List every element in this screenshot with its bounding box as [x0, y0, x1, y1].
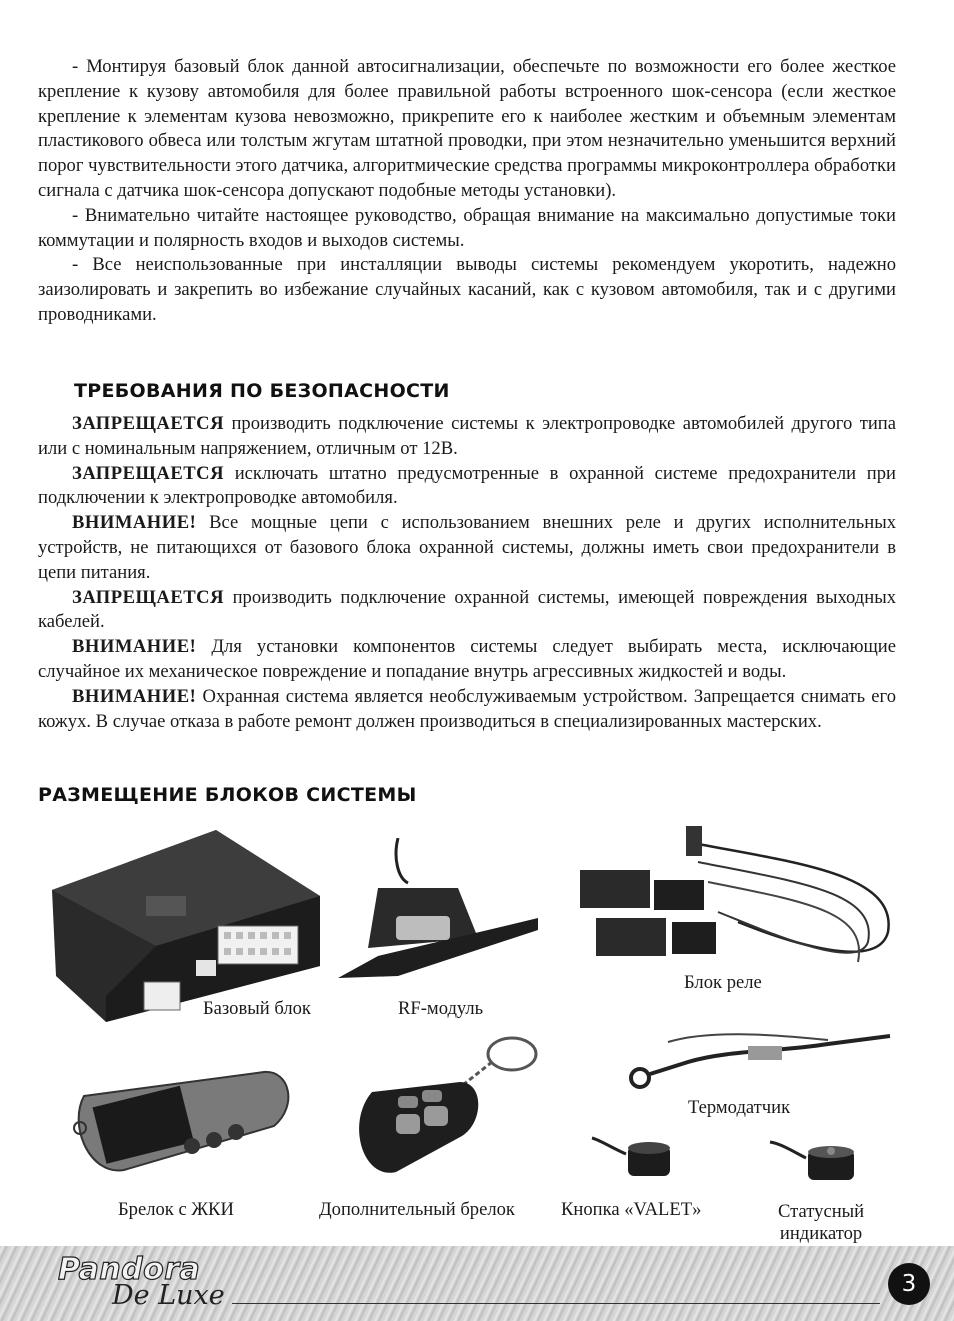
page-number: 3 [888, 1263, 930, 1305]
safety-item-text: производить подключение охранной системы, имеющей повреждения выходных кабелей. [38, 586, 896, 633]
safety-item-text: Для установки компонентов системы следует выбирать места, исключающие случайное их механическое повреждение и попадание внутрь агрессивных жидкостей и воды. [38, 636, 896, 682]
safety-item-text: производить подключение системы к электропроводке автомобилей другого типа или с номинальным напряжением, отличным от 12В. [38, 413, 896, 459]
brand-logo-subtitle: De Luxe [112, 1280, 225, 1311]
safety-item-label: ЗАПРЕЩАЕТСЯ [72, 413, 225, 434]
intro-section [38, 55, 896, 328]
safety-item [38, 412, 896, 462]
status-indicator-image [768, 1136, 864, 1188]
intro-paragraph-2: - Внимательно читайте настоящее руководство, обращая внимание на максимально допустимые токи коммутации и полярность входов и выходов системы. [38, 204, 896, 251]
caption-lcd-keyfob: Брелок с ЖКИ [118, 1199, 234, 1220]
safety-item [38, 586, 896, 636]
relay-unit-image [568, 822, 908, 982]
rf-module-image [338, 838, 548, 998]
caption-status-indicator-line-2: индикатор [779, 1223, 863, 1244]
safety-item [38, 635, 896, 685]
safety-item-label: ЗАПРЕЩАЕТСЯ [72, 462, 225, 484]
caption-status-indicator-line-1: Статусный [778, 1201, 865, 1222]
base-unit-image [46, 826, 336, 1026]
brand-logo: Pandora [58, 1252, 201, 1287]
safety-item-text: Охранная система является необслуживаемым устройством. Запрещается снимать его кожух. В случае отказа в работе ремонт должен производиться в специализированных мастерских. [38, 685, 896, 732]
intro-paragraph-3: - Все неиспользованные при инсталляции выводы системы рекомендуем укоротить, надежно заизолировать и закрепить во избежание случайных касаний, как с кузовом автомобиля, так и с другими проводниками. [38, 254, 896, 325]
caption-status-indicator [778, 1201, 864, 1245]
safety-item-text: исключать штатно предусмотренные в охранной системе предохранители при подключении к электропроводке автомобиля. [38, 462, 896, 509]
safety-item-label: ЗАПРЕЩАЕТСЯ [72, 586, 225, 608]
caption-extra-keyfob: Дополнительный брелок [319, 1199, 515, 1220]
caption-base-unit: Базовый блок [203, 998, 311, 1019]
lcd-keyfob-image [64, 1066, 304, 1178]
thermo-sensor-image [628, 1022, 898, 1094]
caption-valet-button: Кнопка «VALET» [561, 1199, 702, 1220]
caption-thermo-sensor: Термодатчик [688, 1097, 791, 1118]
safety-item [38, 685, 896, 735]
safety-item [38, 511, 896, 585]
footer-rule [232, 1303, 880, 1304]
intro-paragraph-1: - Монтируя базовый блок данной автосигнализации, обеспечьте по возможности его более жесткое крепление к кузову автомобиля для более правильной работы встроенного шок-сенсора (если жесткое крепление к элементам кузова невозможно, прикрепите его к наиболее жестким и объемным элементам пластикового обвеса или толстым жгутам штатной проводки, при этом незначительно уменьшится верхний порог чувствительности этого датчика, алгоритмические средства программы микроконтроллера обработки сигнала с датчика шок-сенсора допускают подобные методы установки). [38, 56, 896, 201]
safety-item-label: ВНИМАНИЕ! [72, 685, 197, 707]
safety-item-text: Все мощные цепи с использованием внешних реле и других исполнительных устройств, не питающихся от базового блока охранной системы, должны иметь свои предохранители в цепи питания. [38, 512, 896, 583]
placement-heading: РАЗМЕЩЕНИЕ БЛОКОВ СИСТЕМЫ [38, 784, 417, 806]
safety-item-label: ВНИМАНИЕ! [72, 512, 197, 534]
caption-rf-module: RF-модуль [398, 998, 484, 1019]
safety-section [38, 412, 896, 734]
caption-relay-unit: Блок реле [684, 972, 762, 993]
safety-item-label: ВНИМАНИЕ! [72, 636, 197, 658]
extra-keyfob-image [342, 1032, 552, 1180]
safety-heading: ТРЕБОВАНИЯ ПО БЕЗОПАСНОСТИ [74, 380, 450, 402]
safety-item [38, 462, 896, 512]
valet-button-image [590, 1130, 680, 1186]
